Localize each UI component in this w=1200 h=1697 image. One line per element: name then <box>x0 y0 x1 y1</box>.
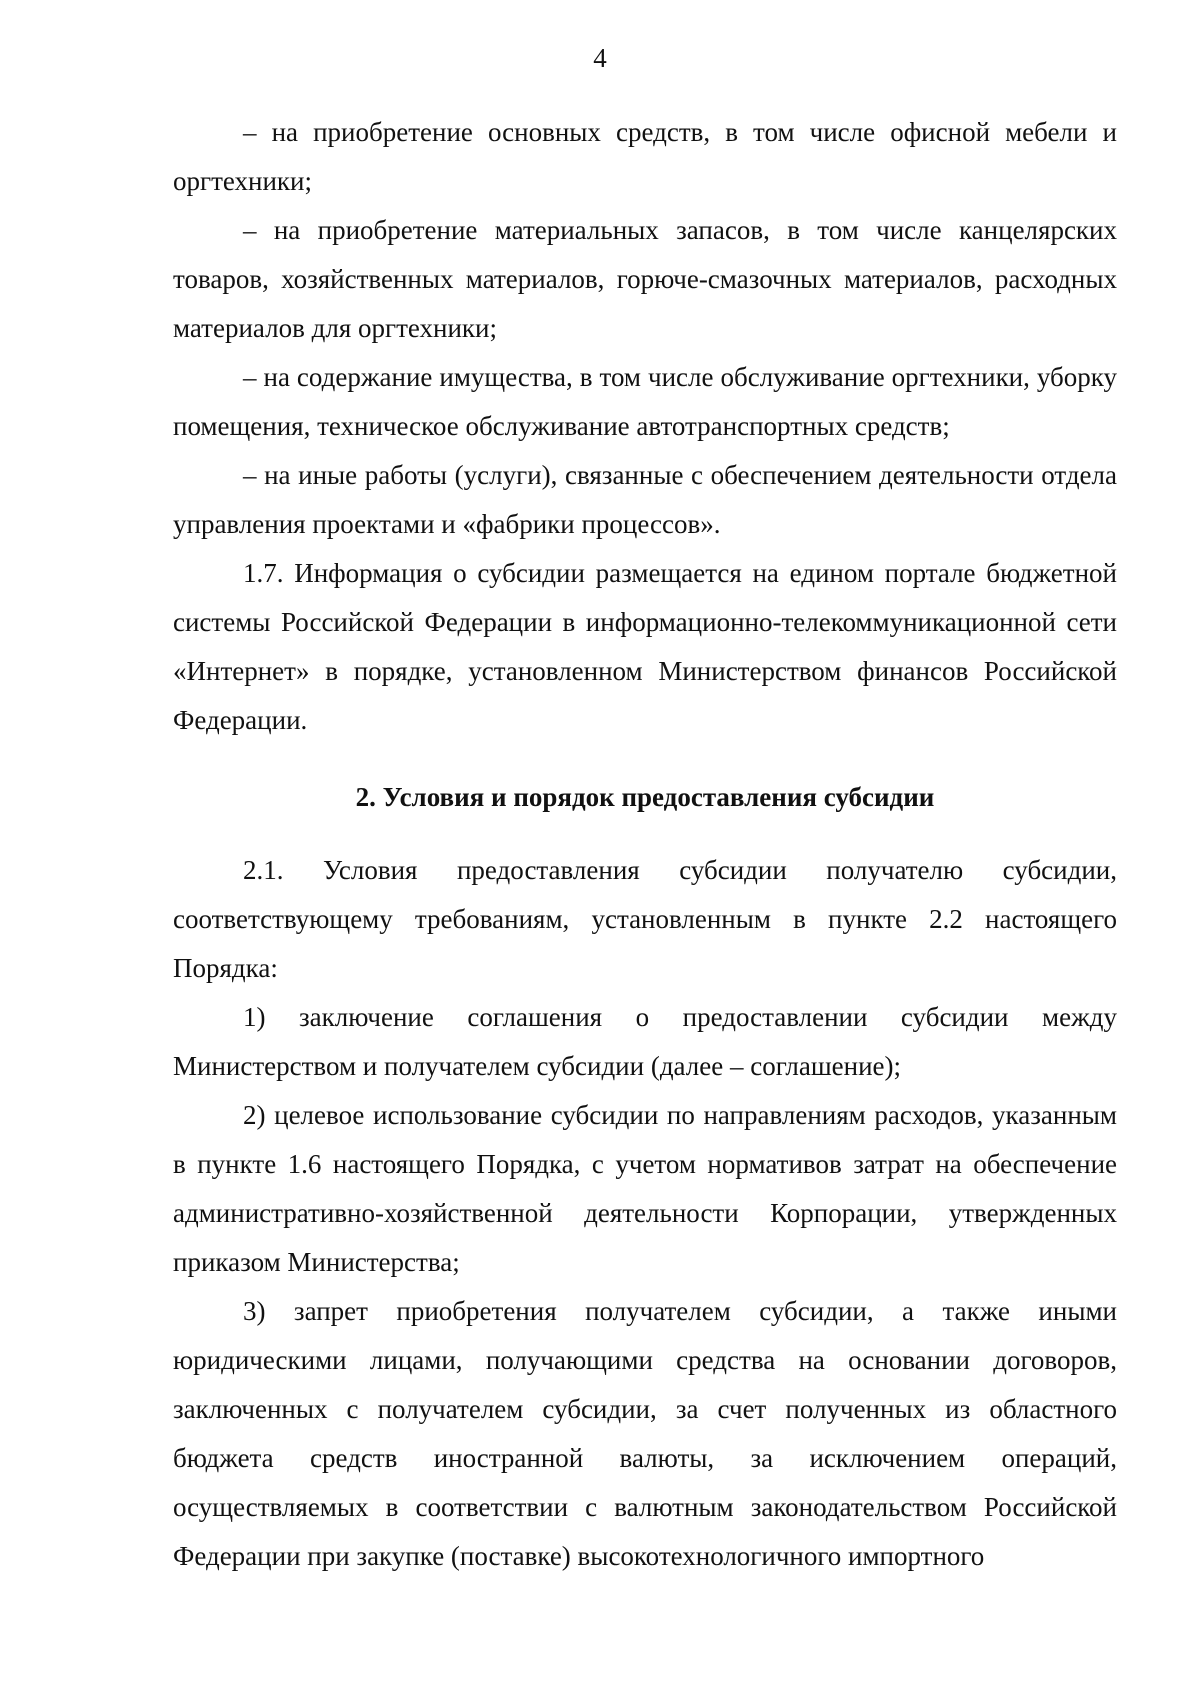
document-body <box>173 108 1117 1581</box>
paragraph-condition-1: 1) заключение соглашения о предоставлении субсидии между Министерством и получателем субсидии (далее – соглашение); <box>173 1002 1117 1081</box>
paragraph-material-stocks: – на приобретение материальных запасов, в том числе канцелярских товаров, хозяйственных материалов, горюче-смазочных материалов, расходных материалов для оргтехники; <box>173 215 1117 343</box>
paragraph-condition-2: 2) целевое использование субсидии по направлениям расходов, указанным в пункте 1.6 настоящего Порядка, с учетом нормативов затрат на обеспечение административно-хозяйственной деятельности Корпорации, утвержденных приказом Министерства; <box>173 1100 1117 1277</box>
paragraph-condition-3: 3) запрет приобретения получателем субсидии, а также иными юридическими лицами, получающими средства на основании договоров, заключенных с получателем субсидии, за счет полученных из областного бюджета средств иностранной валюты, за исключением операций, осуществляемых в соответствии с валютным законодательством Российской Федерации при закупке (поставке) высокотехнологичного импортного <box>173 1296 1117 1571</box>
paragraph-property-maintenance: – на содержание имущества, в том числе обслуживание оргтехники, уборку помещения, техническое обслуживание автотранспортных средств; <box>173 362 1117 441</box>
paragraph-fixed-assets: – на приобретение основных средств, в том числе офисной мебели и оргтехники; <box>173 117 1117 196</box>
paragraph-1-7: 1.7. Информация о субсидии размещается на едином портале бюджетной системы Российской Федерации в информационно-телекоммуникационной сети «Интернет» в порядке, установленном Министерством финансов Российской Федерации. <box>173 558 1117 735</box>
section-heading: 2. Условия и порядок предоставления субсидии <box>355 782 935 812</box>
paragraph-2-1: 2.1. Условия предоставления субсидии получателю субсидии, соответствующему требованиям, установленным в пункте 2.2 настоящего Порядка: <box>173 855 1117 983</box>
paragraph-other-works: – на иные работы (услуги), связанные с обеспечением деятельности отдела управления проектами и «фабрики процессов». <box>173 460 1117 539</box>
page-number: 4 <box>593 43 607 73</box>
